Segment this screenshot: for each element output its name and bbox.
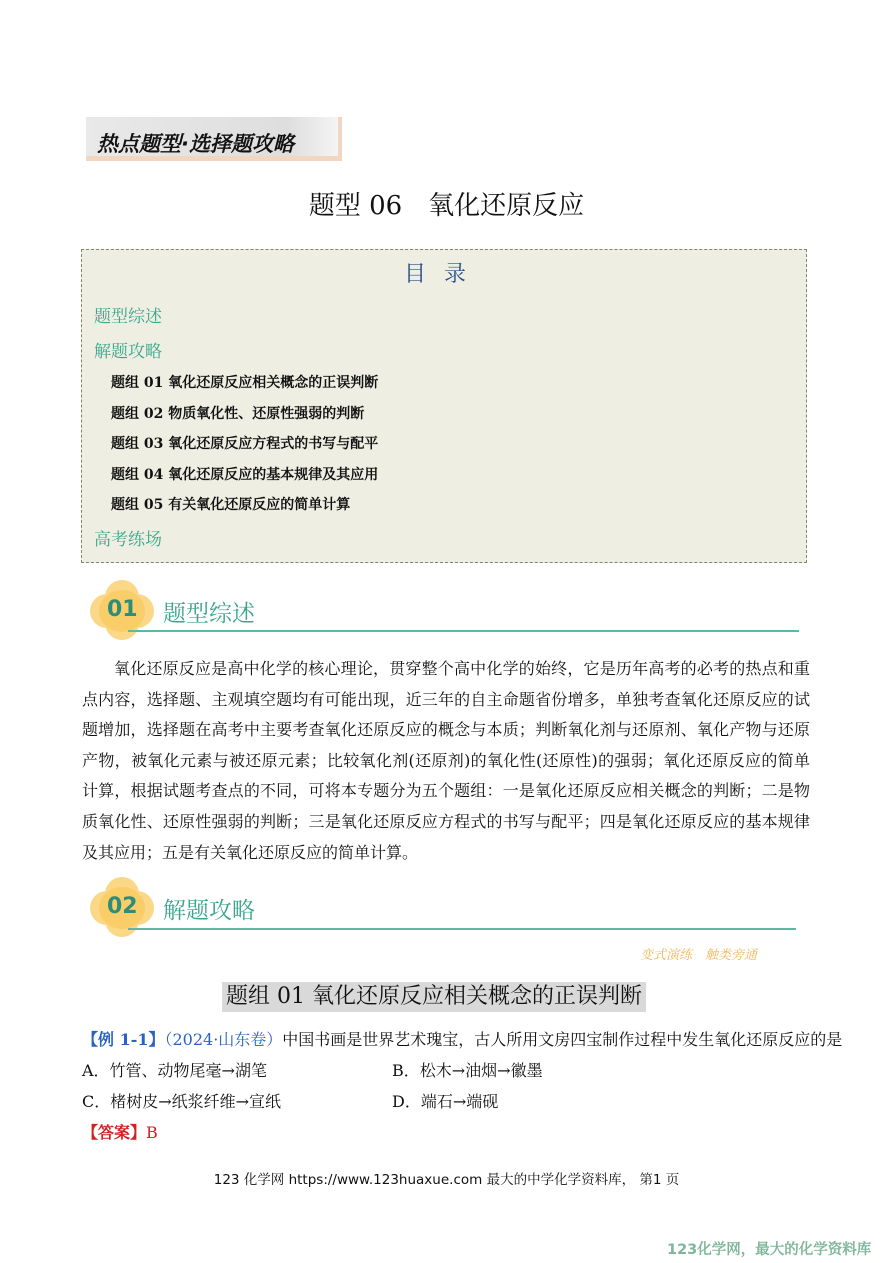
- question-stem: [82, 1027, 842, 1050]
- section-number: 01: [107, 597, 138, 622]
- group-title: 题组 01 氧化还原反应相关概念的正误判断: [222, 982, 646, 1012]
- section-title-overview: 题型综述: [163, 601, 255, 627]
- toc-link-practice[interactable]: 高考练场: [94, 530, 162, 550]
- tagline: 变式演练 触类旁通: [640, 948, 758, 963]
- answer-label: 【答案】: [82, 1123, 147, 1142]
- page-title: 题型 06 氧化还原反应: [308, 191, 585, 221]
- toc-item-group-02[interactable]: 题组 02 物质氧化性、还原性强弱的判断: [111, 406, 365, 422]
- section-number: 02: [107, 894, 138, 919]
- toc-item-group-01[interactable]: 题组 01 氧化还原反应相关概念的正误判断: [111, 375, 379, 391]
- section-divider: [128, 928, 796, 930]
- option-d: D．端石→端砚: [392, 1092, 499, 1111]
- question-source: （2024·山东卷）: [164, 1030, 283, 1049]
- toc-item-group-04[interactable]: 题组 04 氧化还原反应的基本规律及其应用: [111, 467, 379, 483]
- watermark: 123化学网，最大的化学资料库: [667, 1242, 872, 1258]
- page-footer: 123 化学网 https://www.123huaxue.com 最大的中学化学资料库， 第1 页: [213, 1172, 680, 1188]
- answer-value: B: [146, 1123, 158, 1142]
- question-label: 【例 1-1】: [82, 1030, 165, 1049]
- banner-text: 热点题型·选择题攻略: [97, 132, 294, 156]
- toc-item-group-03[interactable]: 题组 03 氧化还原反应方程式的书写与配平: [111, 436, 379, 452]
- question-text: 中国书画是世界艺术瑰宝，古人所用文房四宝制作过程中发生氧化还原反应的是: [282, 1030, 843, 1049]
- toc-link-overview[interactable]: 题型综述: [94, 307, 162, 327]
- overview-paragraph: 氧化还原反应是高中化学的核心理论，贯穿整个高中化学的始终，它是历年高考的必考的热点和重点内容，选择题、主观填空题均有可能出现，近三年的自主命题省份增多，单独考查氧化还原反应的试题增加，选择题在高考中主要考查氧化还原反应的概念与本质；判断氧化剂与还原剂、氧化产物与还原产物，被氧化元素与被还原元素；比较氧化剂(还原剂)的氧化性(还原性)的强弱；氧化还原反应的简单计算，根据试题考查点的不同，可将本专题分为五个题组：一是氧化还原反应相关概念的判断；二是物质氧化性、还原性强弱的判断；三是氧化还原反应方程式的书写与配平；四是氧化还原反应的基本规律及其应用；五是有关氧化还原反应的简单计算。: [82, 659, 810, 862]
- toc-title: 目录: [403, 262, 484, 287]
- option-b: B．松木→油烟→徽墨: [392, 1061, 543, 1080]
- toc-link-strategy[interactable]: 解题攻略: [94, 342, 162, 362]
- option-a: A．竹管、动物尾毫→湖笔: [82, 1061, 267, 1080]
- answer-line: [82, 1120, 158, 1143]
- option-c: C．楮树皮→纸浆纤维→宣纸: [82, 1092, 282, 1111]
- section-divider: [128, 630, 799, 632]
- toc-item-group-05[interactable]: 题组 05 有关氧化还原反应的简单计算: [111, 497, 351, 513]
- section-title-strategy: 解题攻略: [163, 898, 255, 924]
